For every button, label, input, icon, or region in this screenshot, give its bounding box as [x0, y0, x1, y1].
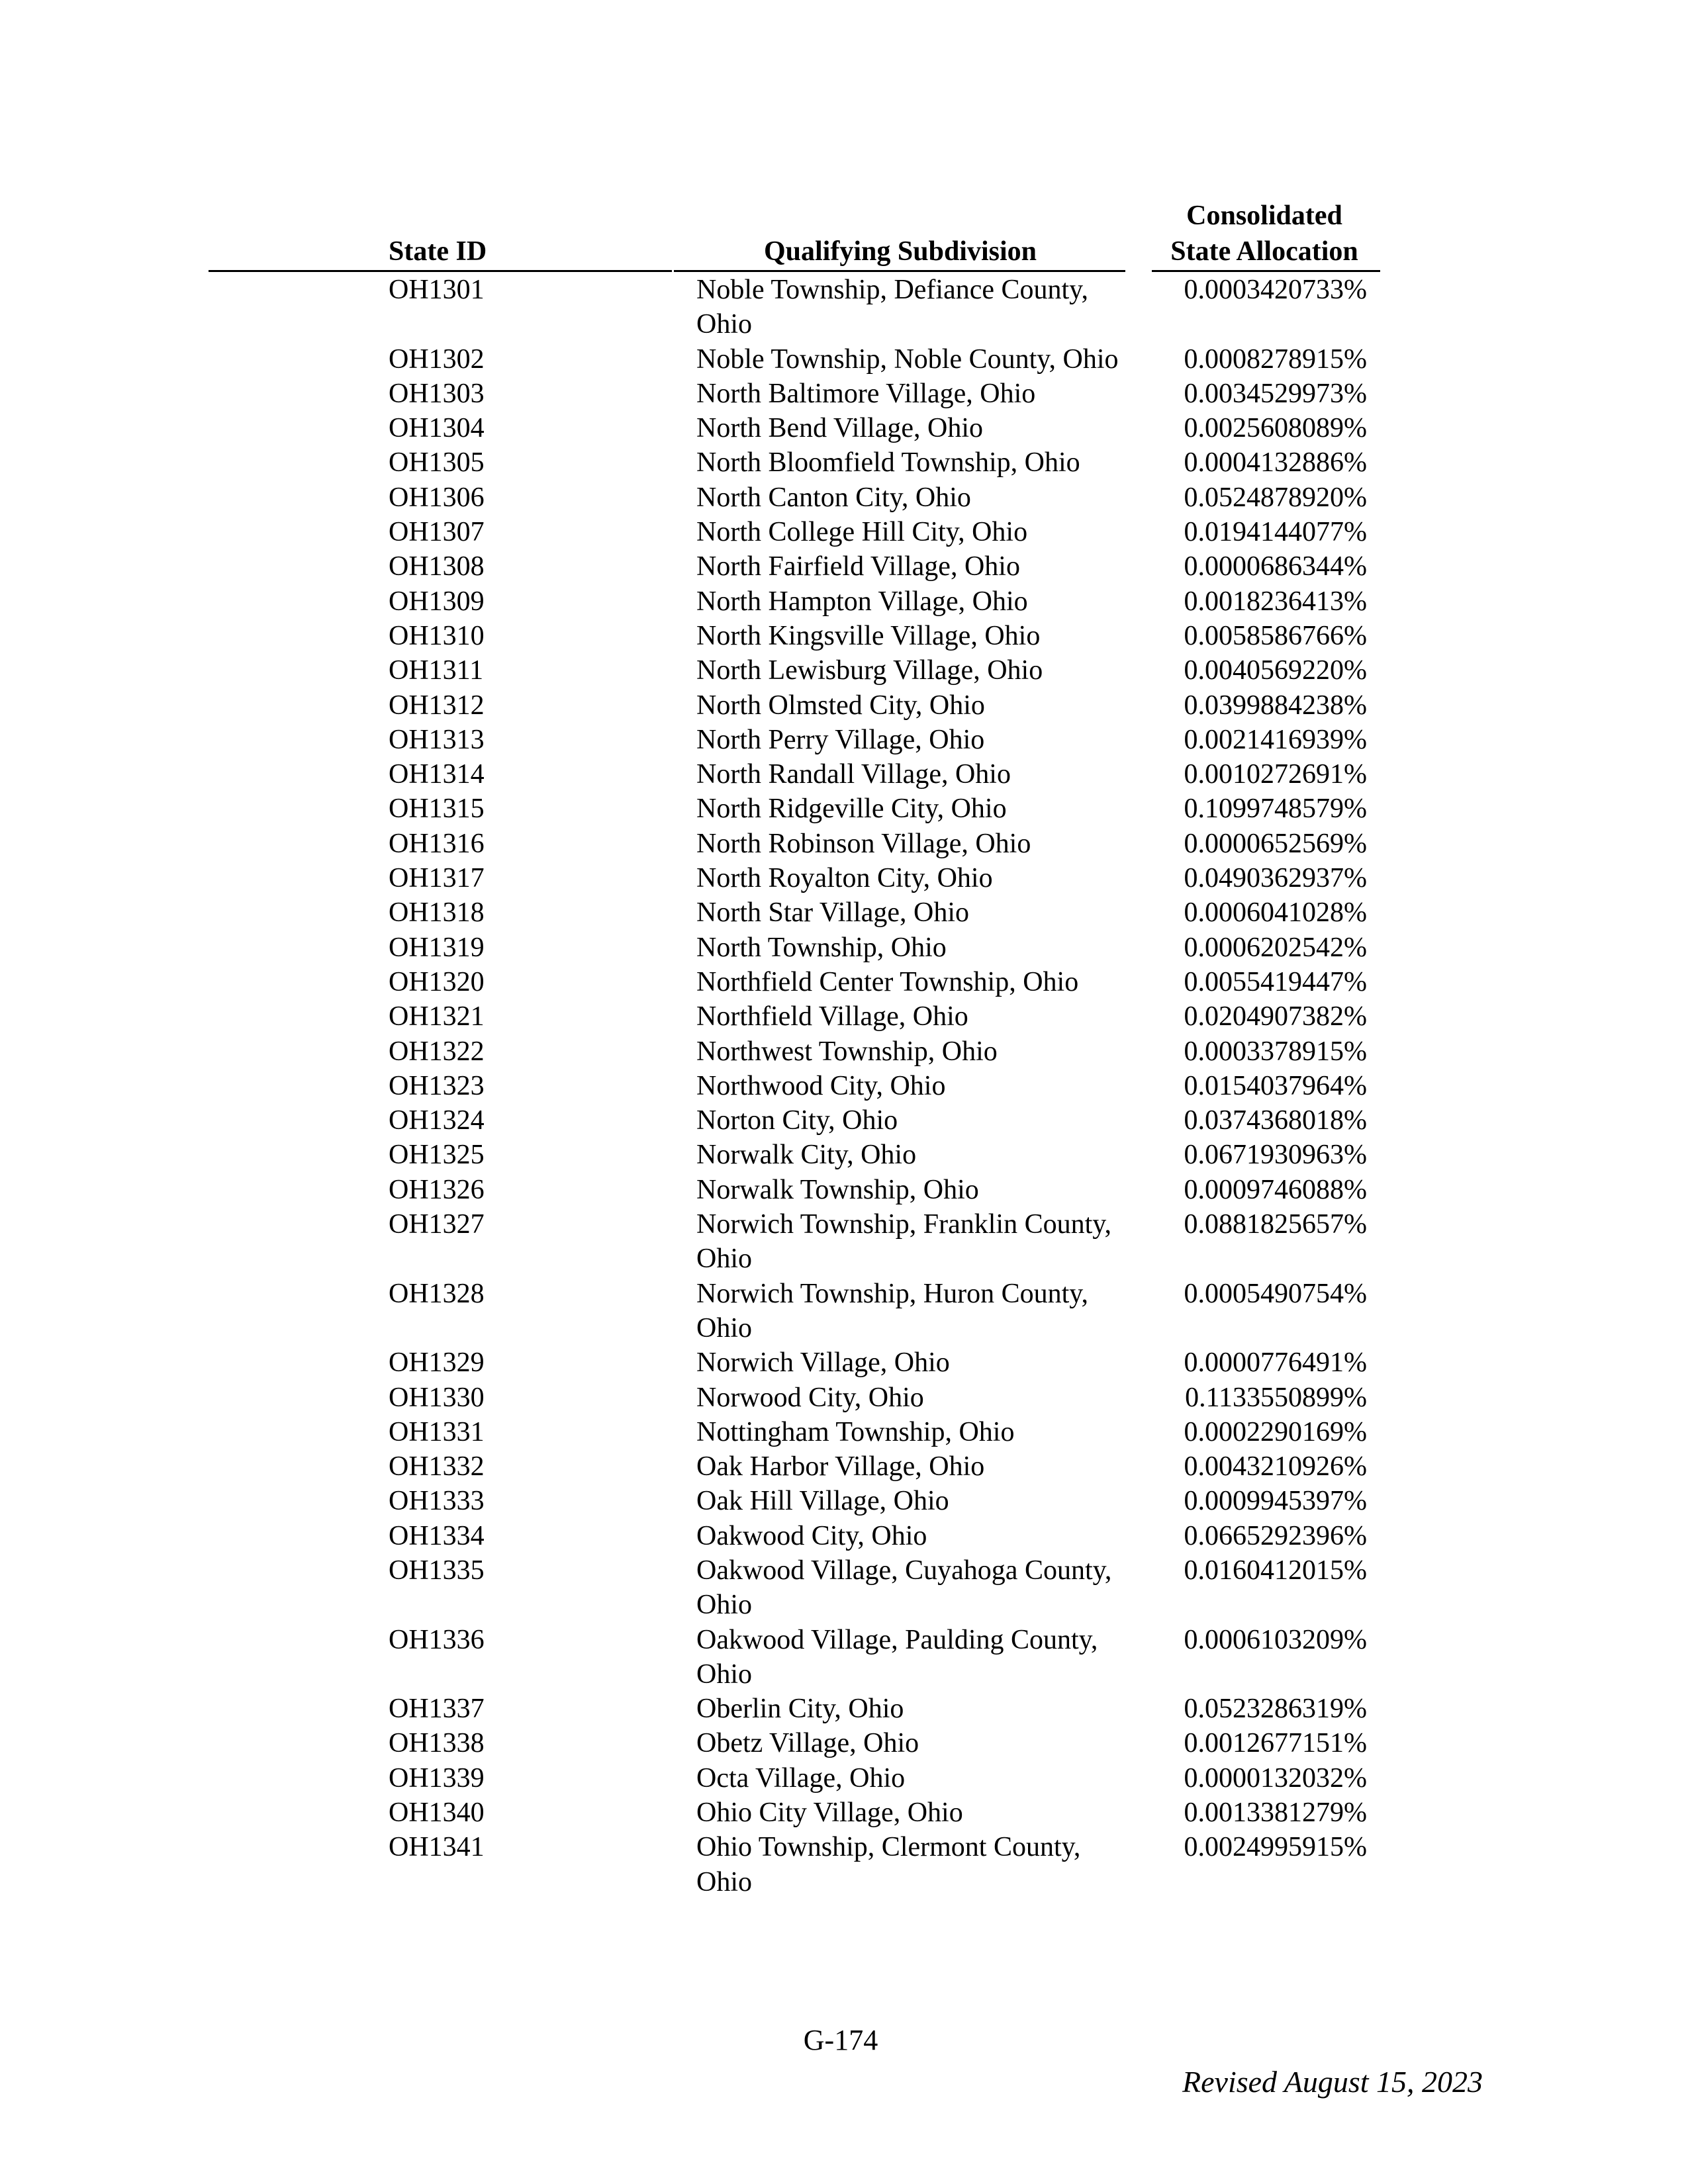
qualifying-subdivision-cell: North Star Village, Ohio: [696, 897, 969, 929]
qualifying-subdivision-cell: North Bend Village, Ohio: [696, 413, 983, 444]
qualifying-subdivision-cell: Norton City, Ohio: [696, 1105, 898, 1136]
qualifying-subdivision-cell: Octa Village, Ohio: [696, 1762, 906, 1794]
qualifying-subdivision-cell: Norwood City, Ohio: [696, 1382, 924, 1413]
state-id-cell: OH1308: [389, 551, 485, 582]
state-id-cell: OH1327: [389, 1209, 485, 1240]
qualifying-subdivision-cell: North Baltimore Village, Ohio: [696, 378, 1036, 409]
state-id-cell: OH1320: [389, 966, 485, 997]
state-id-cell: OH1325: [389, 1140, 485, 1171]
allocation-cell: 0.0490362937%: [1184, 863, 1367, 894]
table-row: [0, 1277, 1688, 1346]
qualifying-subdivision-cell: North Olmsted City, Ohio: [696, 690, 985, 721]
allocation-cell: 0.0003378915%: [1184, 1036, 1367, 1067]
header-underline-allocation: [1152, 270, 1380, 272]
qualifying-subdivision-cell: North College Hill City, Ohio: [696, 517, 1028, 548]
state-id-cell: OH1301: [389, 275, 485, 305]
qualifying-subdivision-cell: Oakwood Village, Paulding County, Ohio: [696, 1624, 1098, 1690]
state-id-cell: OH1323: [389, 1070, 485, 1101]
state-id-cell: OH1324: [389, 1105, 485, 1136]
state-id-cell: OH1315: [389, 794, 485, 825]
table-row: [0, 1034, 1688, 1069]
allocation-cell: 0.0055419447%: [1184, 966, 1367, 997]
header-underline-subdivision: [674, 270, 1125, 272]
column-header-allocation-line1: Consolidated: [1186, 201, 1342, 231]
state-id-cell: OH1322: [389, 1036, 485, 1067]
table-row: [0, 1449, 1688, 1484]
allocation-cell: 0.0024995915%: [1184, 1832, 1367, 1863]
column-header-qualifying-subdivision: Qualifying Subdivision: [763, 236, 1037, 267]
allocation-cell: 0.1099748579%: [1184, 794, 1367, 825]
column-header-state-id: State ID: [389, 236, 487, 267]
allocation-cell: 0.0524878920%: [1184, 482, 1367, 513]
state-id-cell: OH1309: [389, 586, 485, 617]
table-row: [0, 619, 1688, 653]
qualifying-subdivision-cell: Norwalk City, Ohio: [696, 1140, 917, 1171]
table-row: [0, 1692, 1688, 1726]
qualifying-subdivision-cell: Northfield Center Township, Ohio: [696, 966, 1079, 997]
table-row: [0, 445, 1688, 480]
state-id-cell: OH1314: [389, 759, 485, 790]
state-id-cell: OH1316: [389, 828, 485, 859]
allocation-cell: 0.0160412015%: [1184, 1555, 1367, 1586]
state-id-cell: OH1303: [389, 378, 485, 409]
qualifying-subdivision-cell: Northwood City, Ohio: [696, 1070, 946, 1101]
table-row: [0, 1381, 1688, 1415]
state-id-cell: OH1306: [389, 482, 485, 513]
allocation-table-body: [0, 273, 1688, 1899]
table-row: [0, 1796, 1688, 1830]
table-row: [0, 1484, 1688, 1518]
qualifying-subdivision-cell: Oak Hill Village, Ohio: [696, 1486, 949, 1517]
qualifying-subdivision-cell: Nottingham Township, Ohio: [696, 1416, 1015, 1447]
table-row: [0, 688, 1688, 723]
qualifying-subdivision-cell: Ohio Township, Clermont County, Ohio: [696, 1832, 1081, 1897]
state-id-cell: OH1333: [389, 1486, 485, 1517]
table-row: [0, 342, 1688, 377]
state-id-cell: OH1302: [389, 343, 485, 375]
table-row: [0, 377, 1688, 411]
allocation-cell: 0.0000652569%: [1184, 828, 1367, 859]
table-row: [0, 861, 1688, 895]
allocation-cell: 0.0000776491%: [1184, 1347, 1367, 1379]
allocation-cell: 0.0002290169%: [1184, 1416, 1367, 1447]
state-id-cell: OH1318: [389, 897, 485, 929]
allocation-cell: 0.0006202542%: [1184, 932, 1367, 963]
allocation-cell: 0.0034529973%: [1184, 378, 1367, 409]
state-id-cell: OH1317: [389, 863, 485, 894]
table-row: [0, 1553, 1688, 1623]
allocation-cell: 0.0018236413%: [1184, 586, 1367, 617]
allocation-cell: 0.0523286319%: [1184, 1694, 1367, 1725]
allocation-cell: 0.0025608089%: [1184, 413, 1367, 444]
state-id-cell: OH1326: [389, 1174, 485, 1205]
state-id-cell: OH1310: [389, 620, 485, 651]
allocation-cell: 0.0008278915%: [1184, 343, 1367, 375]
table-row: [0, 480, 1688, 515]
qualifying-subdivision-cell: North Robinson Village, Ohio: [696, 828, 1031, 859]
state-id-cell: OH1338: [389, 1728, 485, 1759]
qualifying-subdivision-cell: North Hampton Village, Ohio: [696, 586, 1028, 617]
column-header-consolidated-state-allocation: [1152, 198, 1377, 269]
state-id-cell: OH1339: [389, 1762, 485, 1794]
state-id-cell: OH1328: [389, 1278, 485, 1309]
state-id-cell: OH1313: [389, 724, 485, 755]
qualifying-subdivision-cell: North Fairfield Village, Ohio: [696, 551, 1020, 582]
table-row: [0, 757, 1688, 792]
table-row: [0, 965, 1688, 999]
table-row: [0, 1761, 1688, 1796]
allocation-cell: 0.0399884238%: [1184, 690, 1367, 721]
table-row: [0, 827, 1688, 861]
qualifying-subdivision-cell: Norwich Township, Franklin County, Ohio: [696, 1209, 1112, 1275]
table-row: [0, 1173, 1688, 1207]
qualifying-subdivision-cell: Noble Township, Noble County, Ohio: [696, 343, 1119, 375]
table-row: [0, 792, 1688, 826]
column-header-allocation-line2: State Allocation: [1170, 236, 1358, 267]
table-row: [0, 411, 1688, 445]
allocation-cell: 0.0009746088%: [1184, 1174, 1367, 1205]
state-id-cell: OH1341: [389, 1832, 485, 1863]
allocation-cell: 0.0000686344%: [1184, 551, 1367, 582]
table-row: [0, 1830, 1688, 1899]
table-row: [0, 1415, 1688, 1449]
state-id-cell: OH1335: [389, 1555, 485, 1586]
table-row: [0, 999, 1688, 1034]
state-id-cell: OH1321: [389, 1001, 485, 1032]
allocation-cell: 0.0665292396%: [1184, 1520, 1367, 1551]
state-id-cell: OH1312: [389, 690, 485, 721]
allocation-cell: 0.0006041028%: [1184, 897, 1367, 929]
state-id-cell: OH1329: [389, 1347, 485, 1379]
table-row: [0, 1519, 1688, 1553]
qualifying-subdivision-cell: Norwich Village, Ohio: [696, 1347, 950, 1379]
qualifying-subdivision-cell: North Kingsville Village, Ohio: [696, 620, 1041, 651]
qualifying-subdivision-cell: Oakwood City, Ohio: [696, 1520, 927, 1551]
header-underline-state-id: [209, 270, 672, 272]
qualifying-subdivision-cell: Noble Township, Defiance County, Ohio: [696, 275, 1088, 340]
allocation-cell: 0.0021416939%: [1184, 724, 1367, 755]
revision-date: Revised August 15, 2023: [1182, 2065, 1483, 2099]
table-row: [0, 1103, 1688, 1138]
qualifying-subdivision-cell: North Royalton City, Ohio: [696, 863, 993, 894]
table-row: [0, 1207, 1688, 1277]
state-id-cell: OH1337: [389, 1694, 485, 1725]
allocation-cell: 0.0671930963%: [1184, 1140, 1367, 1171]
qualifying-subdivision-cell: Norwich Township, Huron County, Ohio: [696, 1278, 1089, 1343]
allocation-cell: 0.0040569220%: [1184, 655, 1367, 686]
qualifying-subdivision-cell: North Randall Village, Ohio: [696, 759, 1011, 790]
allocation-cell: 0.0006103209%: [1184, 1624, 1367, 1655]
table-row: [0, 1138, 1688, 1172]
qualifying-subdivision-cell: Ohio City Village, Ohio: [696, 1797, 963, 1829]
table-row: [0, 1726, 1688, 1760]
state-id-cell: OH1334: [389, 1520, 485, 1551]
allocation-cell: 0.0013381279%: [1184, 1797, 1367, 1829]
qualifying-subdivision-cell: North Perry Village, Ohio: [696, 724, 985, 755]
allocation-cell: 0.1133550899%: [1185, 1382, 1367, 1413]
allocation-cell: 0.0010272691%: [1184, 759, 1367, 790]
state-id-cell: OH1311: [389, 655, 484, 686]
table-row: [0, 1623, 1688, 1692]
qualifying-subdivision-cell: Norwalk Township, Ohio: [696, 1174, 979, 1205]
state-id-cell: OH1305: [389, 447, 485, 478]
table-row: [0, 653, 1688, 688]
state-id-cell: OH1336: [389, 1624, 485, 1655]
allocation-cell: 0.0194144077%: [1184, 517, 1367, 548]
table-row: [0, 931, 1688, 965]
state-id-cell: OH1332: [389, 1451, 485, 1482]
qualifying-subdivision-cell: Obetz Village, Ohio: [696, 1728, 919, 1759]
table-row: [0, 1069, 1688, 1103]
allocation-cell: 0.0000132032%: [1184, 1762, 1367, 1794]
page-number: G-174: [803, 2024, 878, 2056]
qualifying-subdivision-cell: Northwest Township, Ohio: [696, 1036, 998, 1067]
qualifying-subdivision-cell: North Canton City, Ohio: [696, 482, 971, 513]
table-row: [0, 723, 1688, 757]
qualifying-subdivision-cell: North Township, Ohio: [696, 932, 947, 963]
state-id-cell: OH1307: [389, 517, 485, 548]
qualifying-subdivision-cell: Oakwood Village, Cuyahoga County, Ohio: [696, 1555, 1112, 1621]
allocation-cell: 0.0374368018%: [1184, 1105, 1367, 1136]
allocation-cell: 0.0881825657%: [1184, 1209, 1367, 1240]
table-row: [0, 1345, 1688, 1380]
allocation-cell: 0.0005490754%: [1184, 1278, 1367, 1309]
table-row: [0, 273, 1688, 342]
state-id-cell: OH1331: [389, 1416, 485, 1447]
allocation-cell: 0.0204907382%: [1184, 1001, 1367, 1032]
allocation-cell: 0.0043210926%: [1184, 1451, 1367, 1482]
qualifying-subdivision-cell: Oberlin City, Ohio: [696, 1694, 904, 1725]
table-row: [0, 895, 1688, 930]
qualifying-subdivision-cell: North Lewisburg Village, Ohio: [696, 655, 1043, 686]
table-row: [0, 515, 1688, 549]
allocation-cell: 0.0058586766%: [1184, 620, 1367, 651]
qualifying-subdivision-cell: North Bloomfield Township, Ohio: [696, 447, 1080, 478]
allocation-cell: 0.0154037964%: [1184, 1070, 1367, 1101]
qualifying-subdivision-cell: North Ridgeville City, Ohio: [696, 794, 1007, 825]
state-id-cell: OH1319: [389, 932, 485, 963]
allocation-cell: 0.0009945397%: [1184, 1486, 1367, 1517]
allocation-cell: 0.0012677151%: [1184, 1728, 1367, 1759]
qualifying-subdivision-cell: Northfield Village, Ohio: [696, 1001, 968, 1032]
qualifying-subdivision-cell: Oak Harbor Village, Ohio: [696, 1451, 985, 1482]
table-row: [0, 584, 1688, 619]
state-id-cell: OH1340: [389, 1797, 485, 1829]
allocation-cell: 0.0004132886%: [1184, 447, 1367, 478]
state-id-cell: OH1304: [389, 413, 485, 444]
table-row: [0, 549, 1688, 584]
allocation-cell: 0.0003420733%: [1184, 275, 1367, 305]
state-id-cell: OH1330: [389, 1382, 485, 1413]
